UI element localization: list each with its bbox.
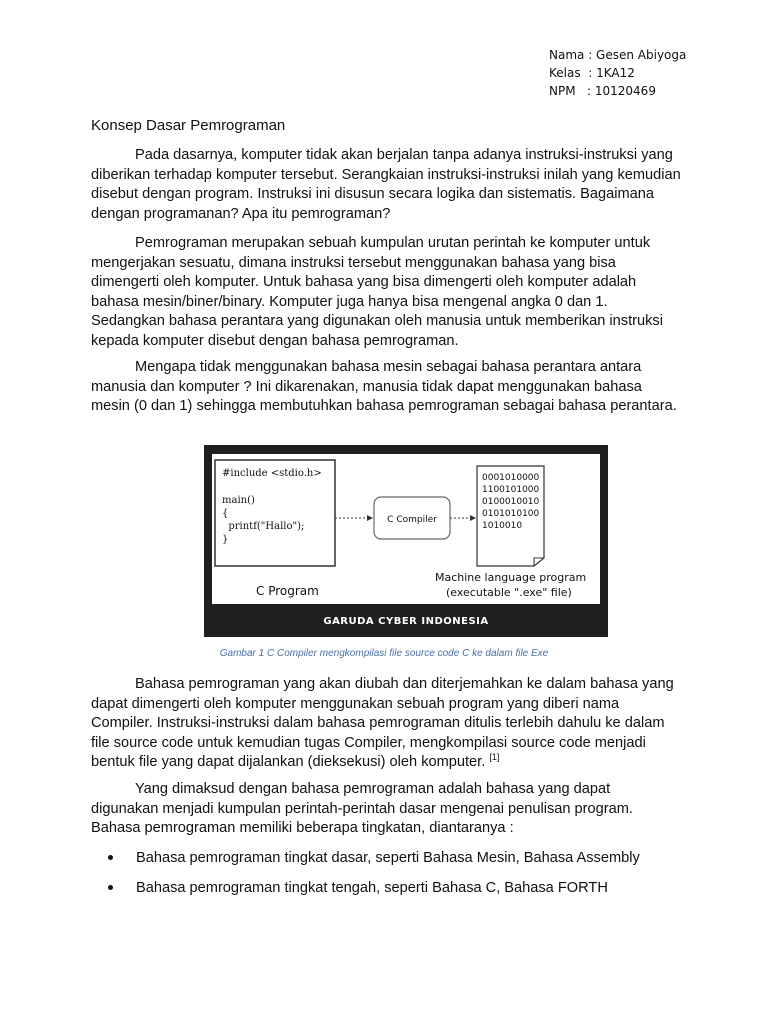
paragraph-4-text: Bahasa pemrograman yang akan diubah dan diterjemahkan ke dalam bahasa yang dapat dimengerti oleh komputer menggunakan sebuah program yang diberi nama Compiler. Instruksi-instruksi dalam bahasa pemrograman ditulis terlebih dahulu ke dalam file source code untuk kemudian tugas Compiler, mengkompilasi source code menjadi bentuk file yang dapat dijalankan (dieksekusi) oleh komputer. — [91, 676, 674, 771]
bullet-list — [107, 848, 707, 908]
nama-value: Gesen Abiyoga — [596, 48, 687, 62]
code-line-4: printf("Hallo"); — [222, 521, 305, 532]
kelas-label: Kelas : — [549, 66, 597, 80]
kelas-row — [549, 64, 686, 82]
bullet-item-2: Bahasa pemrograman tingkat tengah, seperti Bahasa C, Bahasa FORTH — [107, 878, 707, 898]
paragraph-4 — [91, 675, 681, 773]
npm-value: 10120469 — [594, 84, 656, 98]
paragraph-1: Pada dasarnya, komputer tidak akan berjalan tanpa adanya instruksi-instruksi yang diberikan terhadap komputer tersebut. Serangkaian instruksi-instruksi inilah yang kemudian disebut dengan program. Instruksi ini disusun secara logika dan sistematis. Bagaimana dengan programanan? Apa itu pemrograman? — [91, 147, 681, 222]
machine-label-1: Machine language program — [435, 571, 587, 584]
code-line-2: main() — [222, 495, 255, 506]
arrow-head-2 — [470, 515, 476, 521]
code-line-1: #include <stdio.h> — [222, 468, 322, 479]
student-info-header — [549, 46, 686, 100]
paragraph-5: Yang dimaksud dengan bahasa pemrograman adalah bahasa yang dapat digunakan menjadi kumpulan perintah-perintah dasar mengenai penulisan program. Bahasa pemrograman memiliki beberapa tingkatan, diantaranya : — [91, 781, 633, 837]
paragraph-3: Mengapa tidak menggunakan bahasa mesin sebagai bahasa perantara antara manusia dan komputer ? Ini dikarenakan, manusia tidak dapat menggunakan bahasa mesin (0 dan 1) sehingga membutuhkan bahasa pemrograman sebagai bahasa perantara. — [91, 359, 677, 415]
binary-line-1: 0001010000 — [482, 473, 540, 483]
compiler-figure — [204, 445, 608, 637]
binary-line-4: 0101010100 — [482, 509, 540, 519]
nama-label: Nama : — [549, 48, 597, 62]
figure-caption: Gambar 1 C Compiler mengkompilasi file source code C ke dalam file Exe — [219, 648, 549, 659]
compiler-diagram — [212, 454, 600, 604]
figure-diagram-area — [212, 454, 600, 604]
kelas-value: 1KA12 — [596, 66, 635, 80]
binary-line-5: 1010010 — [482, 521, 523, 531]
npm-row — [549, 82, 686, 100]
code-line-3: { — [222, 508, 229, 519]
nama-row — [549, 46, 686, 64]
arrow-head-1 — [367, 515, 373, 521]
machine-label-2: (executable ".exe" file) — [446, 586, 572, 599]
paragraph-2: Pemrograman merupakan sebuah kumpulan urutan perintah ke komputer untuk mengerjakan sesuatu, dimana instruksi tersebut menggunakan bahasa yang bisa dimengerti oleh komputer. Untuk bahasa yang bisa dimengerti oleh komputer adalah bahasa mesin/biner/binary. Komputer juga hanya bisa mengenal angka 0 dan 1. Sedangkan bahasa perantara yang digunakan oleh manusia untuk memberikan instruksi kepada komputer disebut dengan bahasa pemrograman. — [91, 235, 663, 349]
c-program-label: C Program — [256, 584, 319, 598]
compiler-label: C Compiler — [387, 515, 437, 525]
binary-line-2: 1100101000 — [482, 485, 540, 495]
code-line-5: } — [222, 534, 229, 545]
citation-ref[interactable]: [1] — [489, 752, 500, 763]
figure-banner: GARUDA CYBER INDONESIA — [323, 615, 489, 627]
bullet-item-1: Bahasa pemrograman tingkat dasar, seperti Bahasa Mesin, Bahasa Assembly — [107, 848, 707, 868]
page-title: Konsep Dasar Pemrograman — [91, 117, 286, 134]
npm-label: NPM : — [549, 84, 595, 98]
binary-line-3: 0100010010 — [482, 497, 540, 507]
